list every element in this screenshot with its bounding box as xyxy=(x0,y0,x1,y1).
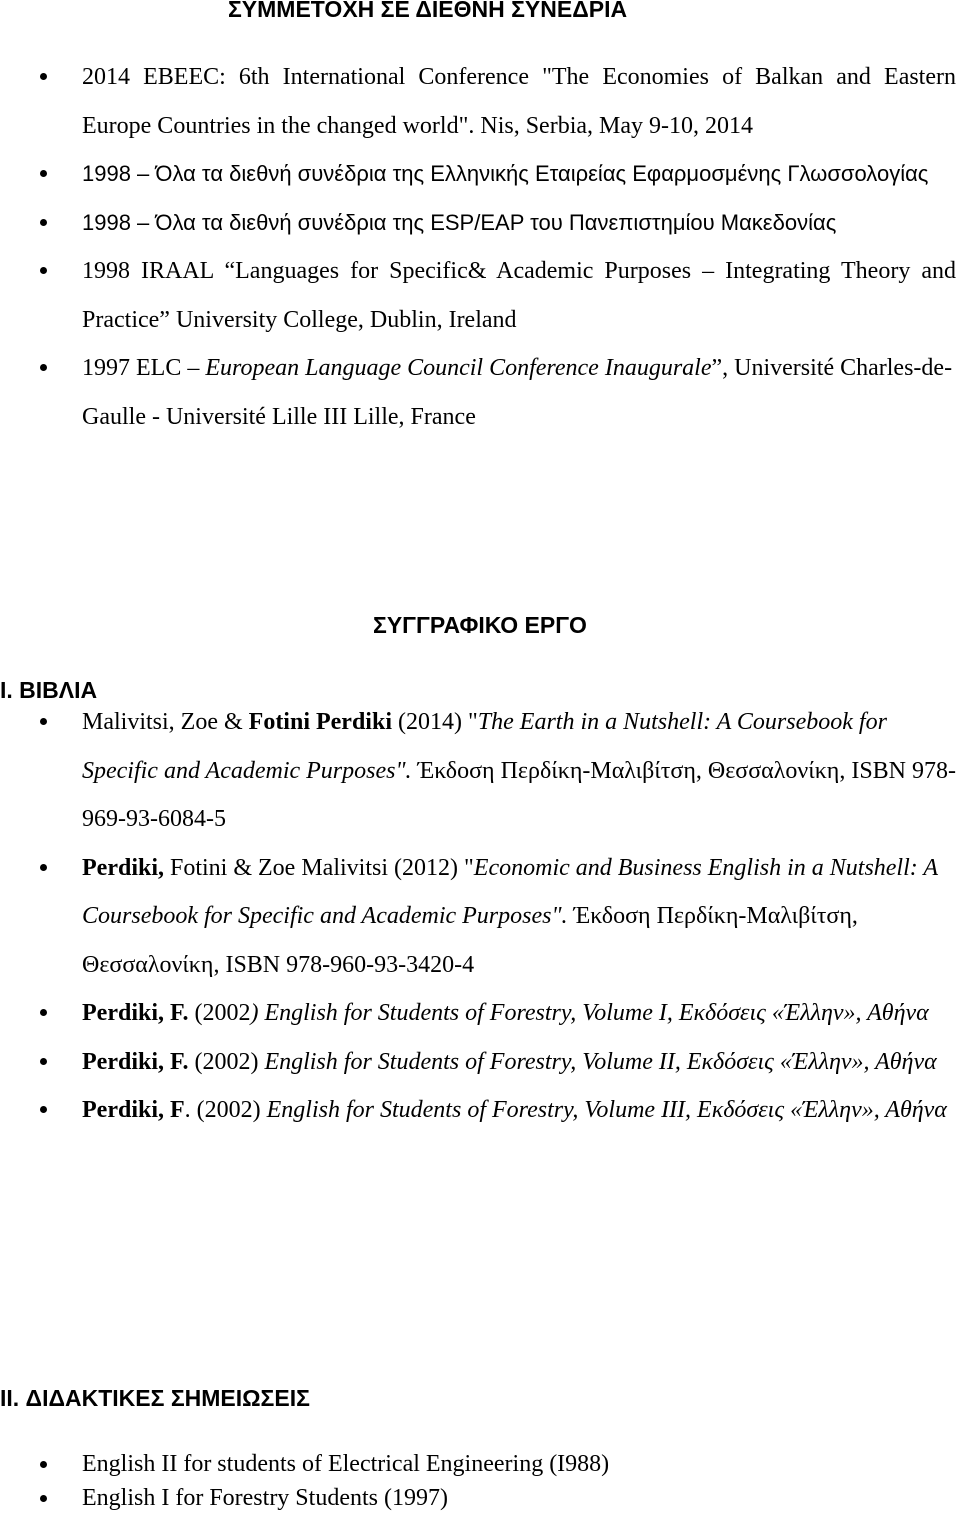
list-item: 1998 IRAAL “Languages for Specific& Academic Purposes – Integrating Theory and Practice” University College, Dublin, Ireland xyxy=(0,247,960,344)
conference-list xyxy=(0,53,960,441)
bullet-icon xyxy=(40,73,47,80)
teaching-notes-list xyxy=(0,1447,960,1515)
bullet-icon xyxy=(40,219,47,226)
subsection-heading-teaching-notes: II. ΔΙΔΑΚΤΙΚΕΣ ΣΗΜΕΙΩΣΕΙΣ xyxy=(0,1385,310,1411)
list-item: English II for students of Electrical Engineering (I988) xyxy=(0,1447,960,1481)
bullet-icon xyxy=(40,1461,47,1468)
list-item: 1997 ELC – European Language Council Conference Inaugurale”, Université Charles-de-Gaulle - Université Lille III Lille, France xyxy=(0,344,960,441)
bullet-icon xyxy=(40,864,47,871)
subsection-heading-books: I. ΒΙΒΛΙΑ xyxy=(0,677,98,703)
section-heading-authored-work: ΣΥΓΓΡΑΦΙΚΟ ΕΡΓΟ xyxy=(373,612,587,638)
list-item: 1998 – Όλα τα διεθνή συνέδρια της Ελληνικής Εταιρείας Εφαρμοσμένης Γλωσσολογίας xyxy=(0,150,960,199)
bullet-icon xyxy=(40,364,47,371)
list-item: Perdiki, Fotini & Zoe Malivitsi (2012) "Economic and Business English in a Nutshell: A Coursebook for Specific and Academic Purposes". Έκδοση Περδίκη-Μαλιβίτση, Θεσσαλονίκη, ISBN 978-960-93-3420-4 xyxy=(0,844,960,990)
list-item: Perdiki, F. (2002) English for Students of Forestry, Volume I, Εκδόσεις «Έλλην», Αθήνα xyxy=(0,989,960,1038)
bullet-icon xyxy=(40,1106,47,1113)
list-item: Perdiki, F. (2002) English for Students of Forestry, Volume III, Εκδόσεις «Έλλην», Αθήνα xyxy=(0,1086,960,1135)
list-item: English I for Forestry Students (1997) xyxy=(0,1481,960,1515)
list-item: 2014 EBEEC: 6th International Conference "The Economies of Balkan and Eastern Europe Countries in the changed world". Nis, Serbia, May 9-10, 2014 xyxy=(0,53,960,150)
section-heading-conferences: ΣΥΜΜΕΤΟΧΗ ΣΕ ΔΙΕΘΝΗ ΣΥΝΕΔΡΙΑ xyxy=(228,0,628,22)
bullet-icon xyxy=(40,1495,47,1502)
bullet-icon xyxy=(40,718,47,725)
list-item: Malivitsi, Zoe & Fotini Perdiki (2014) "The Earth in a Nutshell: A Coursebook for Specific and Academic Purposes". Έκδοση Περδίκη-Μαλιβίτση, Θεσσαλονίκη, ISBN 978-969-93-6084-5 xyxy=(0,698,960,844)
bullet-icon xyxy=(40,267,47,274)
bullet-icon xyxy=(40,170,47,177)
bullet-icon xyxy=(40,1009,47,1016)
list-item: 1998 – Όλα τα διεθνή συνέδρια της ESP/EAP του Πανεπιστημίου Μακεδονίας xyxy=(0,199,960,248)
list-item: Perdiki, F. (2002) English for Students of Forestry, Volume II, Εκδόσεις «Έλλην», Αθήνα xyxy=(0,1038,960,1087)
book-list xyxy=(0,698,960,1135)
bullet-icon xyxy=(40,1058,47,1065)
